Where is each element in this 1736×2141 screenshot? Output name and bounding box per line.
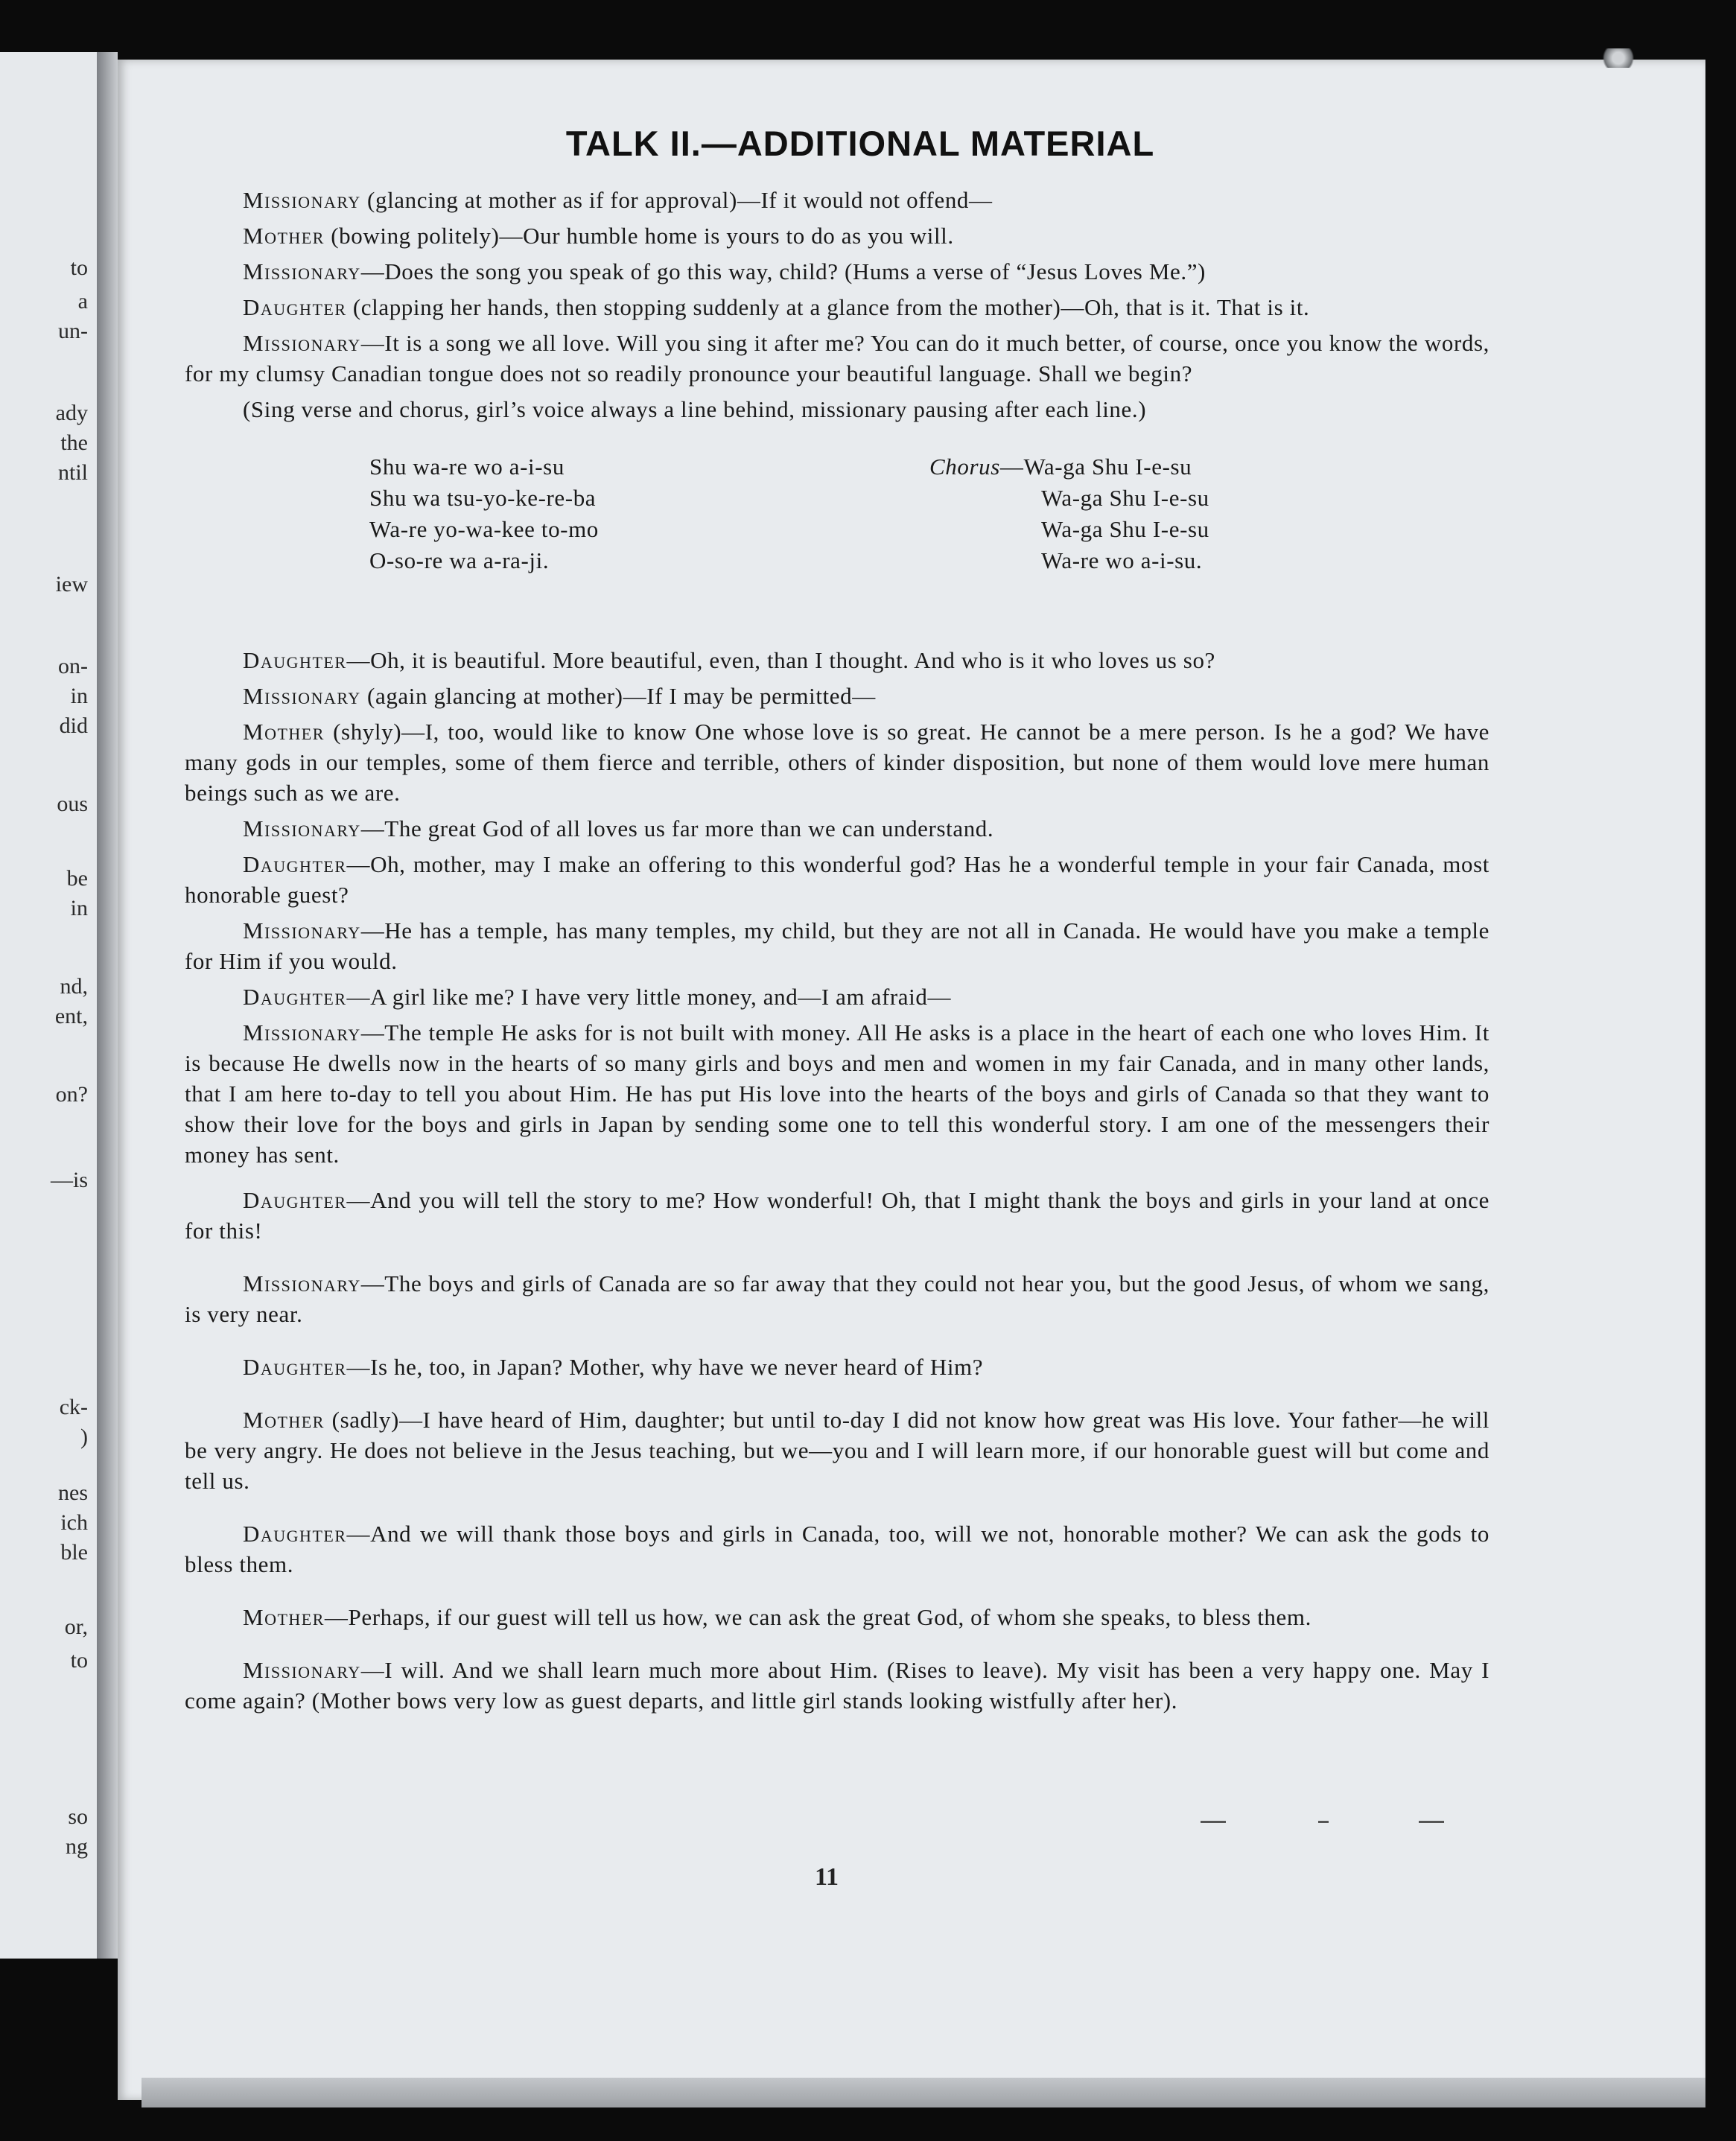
- left-page-fragment: nes: [58, 1480, 88, 1505]
- chorus-line-text: —Wa-ga Shu I-e-su: [999, 454, 1192, 480]
- dialogue-paragraph: [185, 982, 1489, 1012]
- left-page-fragment: ck-: [59, 1395, 88, 1419]
- speaker-name: Daughter: [243, 294, 347, 320]
- page-number: 11: [814, 1863, 839, 1891]
- left-page-fragment: ent,: [54, 1004, 88, 1028]
- speaker-name: Missionary: [243, 187, 361, 213]
- left-page-fragment: in: [70, 896, 88, 920]
- end-mark: [1419, 1821, 1444, 1823]
- dialogue-paragraph: [185, 681, 1489, 711]
- chorus-line: Wa-re wo a-i-su.: [1041, 547, 1203, 573]
- left-page-fragment: did: [59, 713, 88, 738]
- speaker-name: Daughter: [243, 1521, 347, 1547]
- dialogue-paragraph: [185, 1655, 1489, 1716]
- left-page-fragment: ng: [66, 1834, 88, 1859]
- left-page-fragment: ich: [60, 1510, 88, 1535]
- left-page-fragment: —is: [50, 1168, 88, 1192]
- speaker-name: Daughter: [243, 984, 347, 1010]
- dialogue-text: (sadly)—I have heard of Him, daughter; but until to-day I did not know how great was His love. Your father—he will be very angry. He does not believe in the Jesus teaching, but we—you and I will learn more, if our honorable guest will but come and tell us.: [185, 1407, 1489, 1494]
- dialogue-text: —The boys and girls of Canada are so far away that they could not hear you, but the good Jesus, of whom we sang, is very near.: [185, 1270, 1489, 1327]
- book-gutter: [97, 52, 118, 1959]
- dialogue-paragraph: [185, 849, 1489, 910]
- chorus-line: [929, 451, 1209, 483]
- speaker-name: Missionary: [243, 330, 361, 356]
- dialogue-paragraph: [185, 328, 1489, 389]
- speaker-name: Mother: [243, 1604, 325, 1630]
- dialogue-text: (bowing politely)—Our humble home is yours to do as you will.: [324, 223, 954, 249]
- speaker-name: Missionary: [243, 917, 361, 944]
- dialogue-text: —Does the song you speak of go this way, child? (Hums a verse of “Jesus Loves Me.”): [360, 258, 1206, 284]
- speaker-name: Missionary: [243, 1270, 361, 1297]
- dialogue-paragraph: [185, 1352, 1489, 1382]
- dialogue-paragraph: [185, 1017, 1489, 1170]
- left-page-fragment: ble: [60, 1540, 88, 1565]
- dialogue-text: —The temple He asks for is not built with money. All He asks is a place in the heart of each one who loves Him. It is because He dwells now in the hearts of so many girls and boys and men and women in my fair Canada, and in many other lands, that I am here to-day to tell you about Him. He has put His love into the hearts of the boys and girls of Canada so that they want to show their love for the boys and girls in Japan by sending some one to tell this wonderful story. I am one of the messengers their money has sent.: [185, 1019, 1489, 1168]
- left-page-fragment: to: [70, 255, 88, 280]
- speaker-name: Missionary: [243, 258, 361, 284]
- left-page-fragment: ady: [55, 401, 88, 425]
- speaker-name: Daughter: [243, 1187, 347, 1213]
- end-mark: [1201, 1821, 1226, 1823]
- dialogue-paragraph: [185, 1404, 1489, 1496]
- dialogue-paragraph: [185, 1268, 1489, 1329]
- left-page-fragment: ous: [57, 792, 88, 816]
- left-page-fragment: in: [70, 684, 88, 708]
- dialogue-text: —Is he, too, in Japan? Mother, why have we never heard of Him?: [346, 1354, 984, 1380]
- dialogue-text: —Oh, it is beautiful. More beautiful, even, than I thought. And who is it who loves us so?: [346, 647, 1215, 673]
- speaker-name: Daughter: [243, 851, 347, 877]
- dialogue-paragraph: [185, 256, 1489, 287]
- dialogue-text: —And you will tell the story to me? How wonderful! Oh, that I might thank the boys and girls in your land at once for this!: [185, 1187, 1489, 1244]
- dialogue-paragraph: [185, 915, 1489, 976]
- verse-line: Shu wa-re wo a-i-su: [369, 454, 565, 480]
- chorus-label: Chorus: [929, 454, 1000, 480]
- left-page-fragment: on-: [58, 654, 88, 678]
- dialogue-text: —Oh, mother, may I make an offering to this wonderful god? Has he a wonderful temple in your fair Canada, most honorable guest?: [185, 851, 1489, 908]
- dialogue-text: —And we will thank those boys and girls in Canada, too, will we not, honorable mother? We can ask the gods to bless them.: [185, 1521, 1489, 1577]
- left-page-fragment: on?: [55, 1082, 88, 1107]
- left-page-fragment: or,: [64, 1615, 88, 1639]
- chorus-line: Wa-ga Shu I-e-su: [1041, 516, 1209, 542]
- dialogue-paragraph: [185, 292, 1489, 322]
- dialogue-paragraph: [185, 716, 1489, 808]
- song-chorus: [929, 451, 1209, 576]
- left-page-fragment: the: [60, 430, 88, 455]
- dialogue-text: (again glancing at mother)—If I may be permitted—: [360, 683, 876, 709]
- dialogue-before-song: [185, 185, 1489, 424]
- left-page-fragment: so: [68, 1804, 88, 1829]
- left-page-fragment: a: [77, 289, 88, 314]
- dialogue-paragraph: [185, 645, 1489, 675]
- dialogue-paragraph: [185, 1185, 1489, 1246]
- speaker-name: Daughter: [243, 647, 347, 673]
- dialogue-paragraph: [185, 1602, 1489, 1632]
- dialogue-text: (Sing verse and chorus, girl’s voice always a line behind, missionary pausing after each line.): [243, 396, 1147, 422]
- speaker-name: Mother: [243, 1407, 325, 1433]
- page-title: TALK II.—ADDITIONAL MATERIAL: [565, 124, 1155, 163]
- binding-mark: [1601, 48, 1635, 68]
- dialogue-paragraph: [185, 394, 1489, 424]
- speaker-name: Missionary: [243, 1657, 361, 1683]
- dialogue-text: (glancing at mother as if for approval)—If it would not offend—: [360, 187, 993, 213]
- dialogue-text: (shyly)—I, too, would like to know One whose love is so great. He cannot be a mere person. Is he a god? We have many gods in our temples, some of them fierce and terrible, others of kinder disposition, but none of them would love mere human beings such as we are.: [185, 719, 1489, 806]
- dialogue-text: —A girl like me? I have very little money, and—I am afraid—: [346, 984, 952, 1010]
- dialogue-text: —Perhaps, if our guest will tell us how, we can ask the great God, of whom she speaks, to bless them.: [324, 1604, 1311, 1630]
- left-page-fragment: nd,: [60, 974, 88, 999]
- speaker-name: Daughter: [243, 1354, 347, 1380]
- dialogue-after-song: [185, 645, 1489, 1716]
- verse-line: O-so-re wa a-ra-ji.: [369, 547, 550, 573]
- left-page-fragment: ntil: [57, 460, 88, 485]
- speaker-name: Missionary: [243, 815, 361, 842]
- dialogue-paragraph: [185, 1518, 1489, 1579]
- dialogue-text: —The great God of all loves us far more than we can understand.: [360, 815, 994, 842]
- end-mark: [1318, 1821, 1329, 1823]
- dialogue-text: —I will. And we shall learn much more about Him. (Rises to leave). My visit has been a very happy one. May I come again? (Mother bows very low as guest departs, and little girl stands looking wistfully after her).: [185, 1657, 1489, 1714]
- left-page-fragment: iew: [55, 572, 88, 597]
- dialogue-paragraph: [185, 220, 1489, 251]
- left-page-edge: [0, 52, 97, 1959]
- body-text: [185, 185, 1489, 1721]
- speaker-name: Mother: [243, 719, 325, 745]
- speaker-name: Missionary: [243, 683, 361, 709]
- speaker-name: Mother: [243, 223, 325, 249]
- chorus-line: Wa-ga Shu I-e-su: [1041, 485, 1209, 511]
- left-page-fragment: ): [80, 1425, 88, 1449]
- dialogue-text: —He has a temple, has many temples, my child, but they are not all in Canada. He would have you make a temple for Him if you would.: [185, 917, 1489, 974]
- song-verse: [369, 451, 599, 576]
- dialogue-text: (clapping her hands, then stopping suddenly at a glance from the mother)—Oh, that is it. That is it.: [346, 294, 1310, 320]
- speaker-name: Missionary: [243, 1019, 361, 1046]
- verse-line: Shu wa tsu-yo-ke-re-ba: [369, 485, 597, 511]
- dialogue-paragraph: [185, 813, 1489, 844]
- left-page-fragment: un-: [58, 319, 88, 343]
- dialogue-paragraph: [185, 185, 1489, 215]
- verse-line: Wa-re yo-wa-kee to-mo: [369, 516, 599, 542]
- song: [185, 451, 1489, 623]
- dialogue-text: —It is a song we all love. Will you sing it after me? You can do it much better, of course, once you know the words, for my clumsy Canadian tongue does not so readily pronounce your beautiful language. Shall we begin?: [185, 330, 1489, 386]
- page-bottom-edge: [142, 2078, 1705, 2107]
- left-page-fragment: be: [66, 866, 88, 891]
- left-page-fragment: to: [70, 1648, 88, 1673]
